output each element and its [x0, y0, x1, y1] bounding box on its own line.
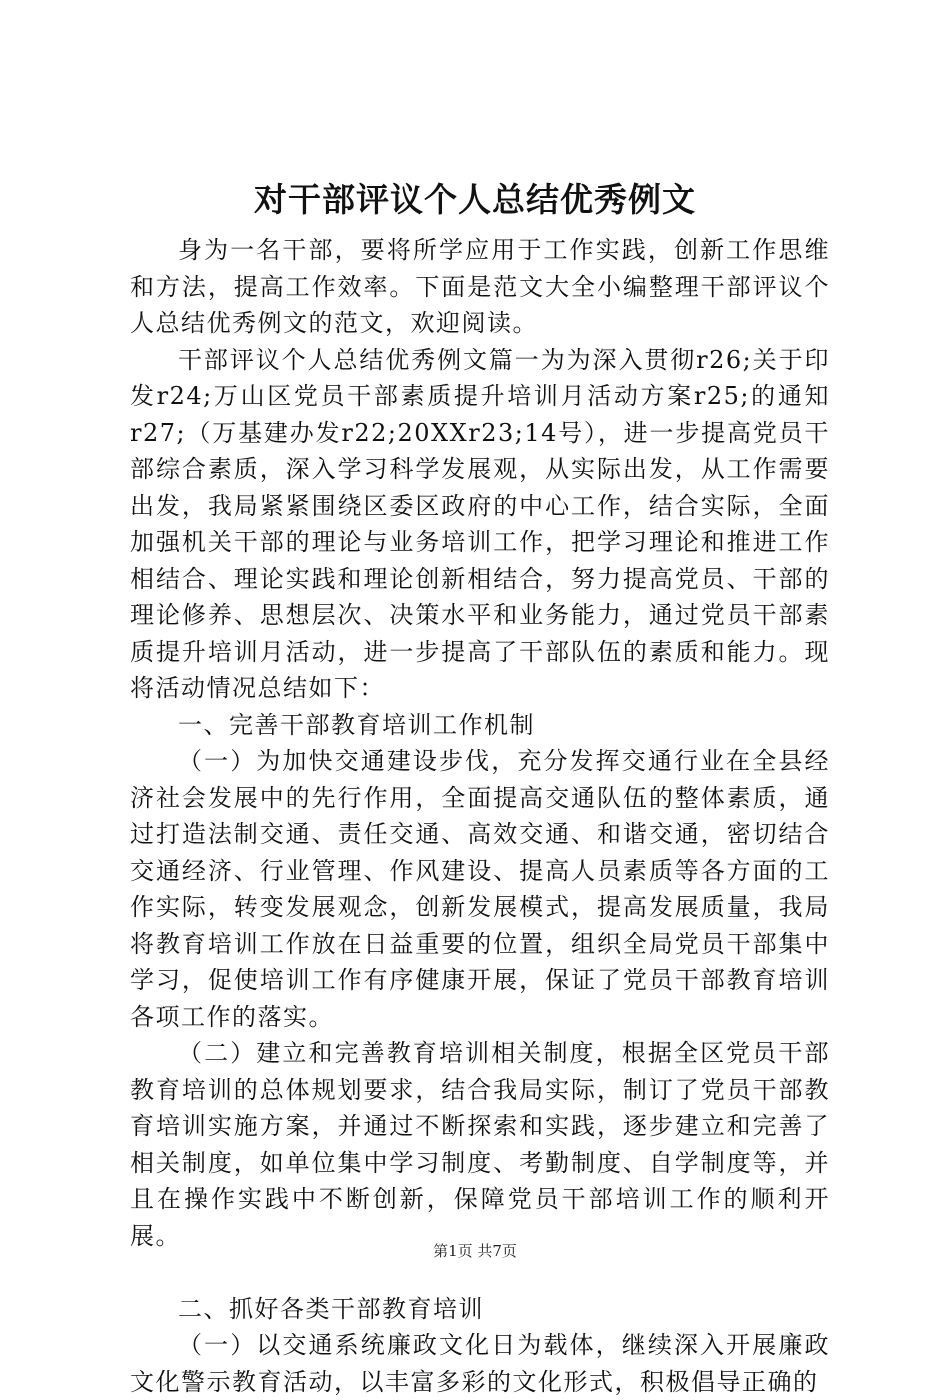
intro-paragraph: 身为一名干部，要将所学应用于工作实践，创新工作思维和方法，提高工作效率。下面是范文大全小编整理干部评议个人总结优秀例文的范文，欢迎阅读。 [130, 236, 830, 337]
section-heading: 二、抓好各类干部教育培训 [178, 1294, 484, 1323]
body-paragraph: （一）为加快交通建设步伐，充分发挥交通行业在全县经济社会发展中的先行作用，全面提高交通队伍的整体素质，通过打造法制交通、责任交通、高效交通、和谐交通，密切结合交通经济、行业管理、作风建设、提高人员素质等各方面的工作实际，转变发展观念，创新发展模式，提高发展质量，我局将教育培训工作放在日益重要的位置，组织全局党员干部集中学习，促使培训工作有序健康开展，保证了党员干部教育培训各项工作的落实。 [130, 747, 830, 1031]
body-paragraph: （一）以交通系统廉政文化日为载体，继续深入开展廉政文化警示教育活动，以丰富多彩的文化形式，积极倡导正确的 [130, 1331, 830, 1396]
page-footer: 第1页 共7页 [433, 1242, 517, 1260]
document-body [130, 232, 830, 1400]
document-title: 对干部评议个人总结优秀例文 [254, 180, 696, 219]
section-heading: 一、完善干部教育培训工作机制 [178, 710, 535, 739]
body-paragraph: 干部评议个人总结优秀例文篇一为为深入贯彻r26;关于印发r24;万山区党员干部素质提升培训月活动方案r25;的通知r27;（万基建办发r22;20XXr23;14号），进一步提高党员干部综合素质，深入学习科学发展观，从实际出发，从工作需要出发，我局紧紧围绕区委区政府的中心工作，结合实际，全面加强机关干部的理论与业务培训工作，把学习理论和推进工作相结合、理论实践和理论创新相结合，努力提高党员、干部的理论修养、思想层次、决策水平和业务能力，通过党员干部素质提升培训月活动，进一步提高了干部队伍的素质和能力。现将活动情况总结如下： [130, 345, 830, 702]
body-paragraph: （二）建立和完善教育培训相关制度，根据全区党员干部教育培训的总体规划要求，结合我局实际，制订了党员干部教育培训实施方案，并通过不断探索和实践，逐步建立和完善了相关制度，如单位集中学习制度、考勤制度、自学制度等，并且在操作实践中不断创新，保障党员干部培训工作的顺利开展。 [130, 1039, 830, 1250]
